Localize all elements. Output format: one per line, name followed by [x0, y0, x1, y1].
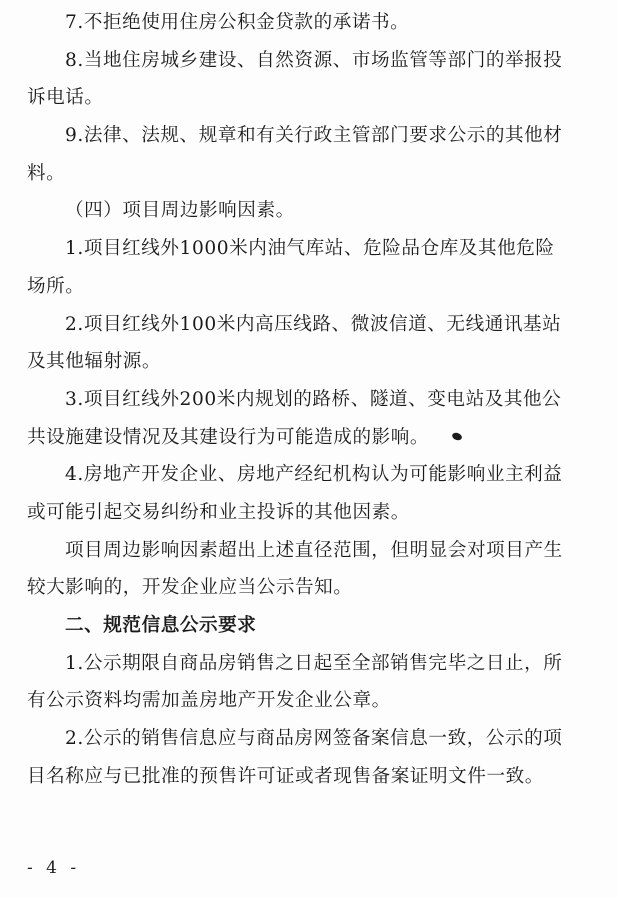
paragraph-line-3: 诉电话。: [27, 87, 104, 109]
paragraph-line-5: 料。: [27, 162, 66, 184]
paragraph-line-13: 4.房地产开发企业、房地产经纪机构认为可能影响业主利益: [65, 464, 563, 486]
paragraph-line-19: 有公示资料均需加盖房地产开发企业公章。: [27, 690, 391, 712]
paragraph-line-7: 1.项目红线外1000米内油气库站、危险品仓库及其他危险: [65, 238, 555, 260]
paragraph-line-9: 2.项目红线外100米内高压线路、微波信道、无线通讯基站: [65, 313, 562, 335]
paragraph-line-4: 9.法律、法规、规章和有关行政主管部门要求公示的其他材: [65, 125, 563, 147]
section-heading: 二、规范信息公示要求: [65, 615, 257, 636]
paragraph-line-15: 项目周边影响因素超出上述直径范围，但明显会对项目产生: [65, 539, 563, 561]
paragraph-line-18: 1.公示期限自商品房销售之日起至全部销售完毕之日止，所: [65, 652, 563, 674]
paragraph-line-2: 8.当地住房城乡建设、自然资源、市场监管等部门的举报投: [65, 49, 563, 71]
paragraph-line-8: 场所。: [27, 275, 85, 297]
paragraph-line-12: 共设施建设情况及其建设行为可能造成的影响。: [27, 426, 430, 448]
paragraph-line-16: 较大影响的，开发企业应当公示告知。: [27, 577, 353, 599]
document-body: [27, 4, 593, 795]
page-number: - 4 -: [27, 858, 81, 878]
paragraph-line-1: 7.不拒绝使用住房公积金贷款的承诺书。: [65, 12, 410, 33]
paragraph-line-10: 及其他辐射源。: [27, 351, 162, 373]
paragraph-line-14: 或可能引起交易纠纷和业主投诉的其他因素。: [27, 501, 410, 523]
paragraph-line-11: 3.项目红线外200米内规划的路桥、隧道、变电站及其他公: [65, 388, 562, 410]
paragraph-line-20: 2.公示的销售信息应与商品房网签备案信息一致，公示的项: [65, 728, 563, 750]
paragraph-line-21: 目名称应与已批准的预售许可证或者现售备案证明文件一致。: [27, 765, 544, 787]
section-subheading: （四）项目周边影响因素。: [65, 200, 295, 222]
